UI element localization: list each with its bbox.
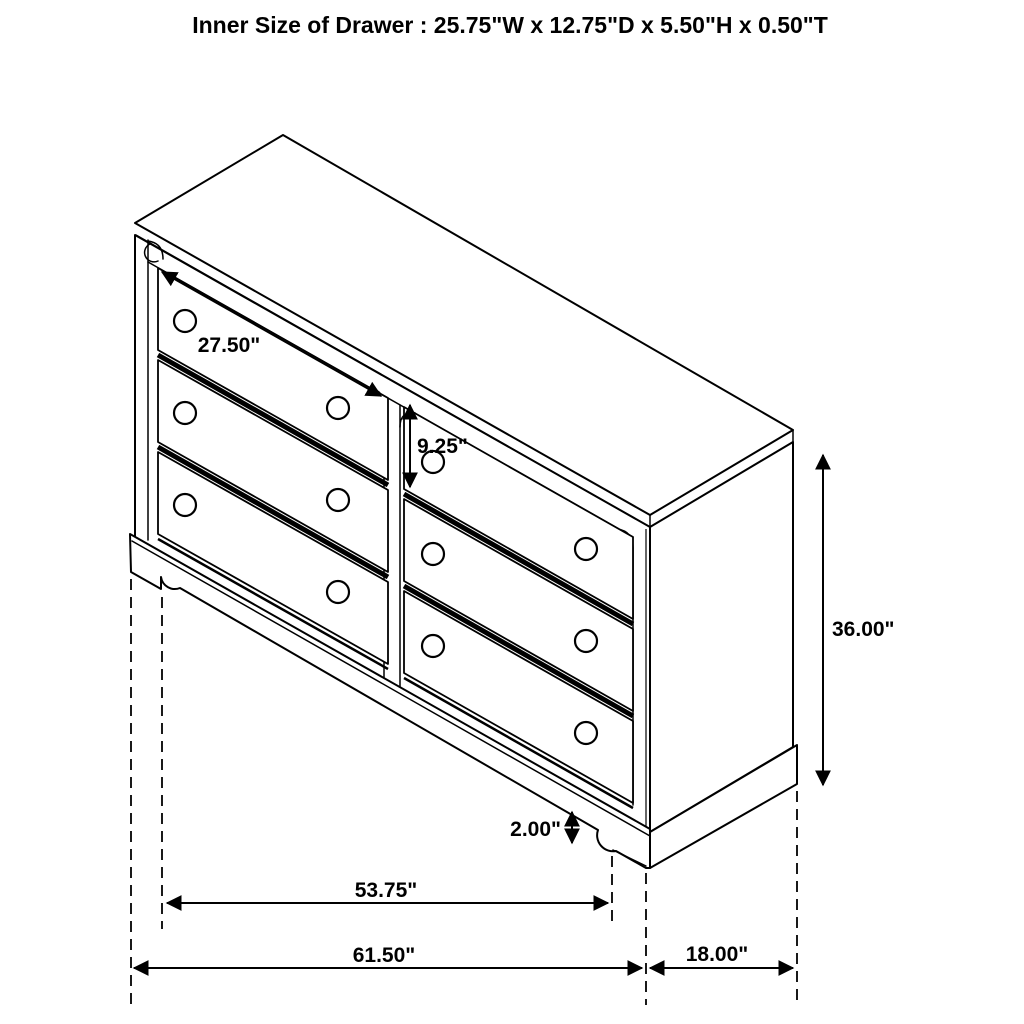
dimension-base-height bbox=[510, 812, 572, 843]
drawer-knob bbox=[422, 635, 444, 657]
dimension-overall-depth bbox=[650, 943, 793, 968]
dimension-label-overall-height: 36.00" bbox=[832, 618, 895, 641]
drawer-knob bbox=[575, 630, 597, 652]
dimension-label-feet-inner-span: 53.75" bbox=[354, 879, 418, 902]
dimension-label-drawer-width: 27.50" bbox=[197, 334, 261, 357]
dimension-overall-height bbox=[823, 455, 895, 785]
dimension-label-base-height: 2.00" bbox=[510, 818, 561, 841]
drawer-knob bbox=[174, 402, 196, 424]
dimension-overall-width bbox=[134, 944, 642, 968]
dimension-feet-inner-span bbox=[167, 879, 608, 903]
page-title: Inner Size of Drawer : 25.75"W x 12.75"D x 5.50"H x 0.50"T bbox=[192, 12, 828, 38]
dimension-label-drawer-height: 9.25" bbox=[417, 435, 468, 458]
drawer-knob bbox=[575, 722, 597, 744]
drawer-knob bbox=[327, 581, 349, 603]
dresser-drawing bbox=[130, 135, 797, 868]
dimension-label-overall-width: 61.50" bbox=[352, 944, 416, 967]
drawer-knob bbox=[422, 543, 444, 565]
drawer-knob bbox=[327, 489, 349, 511]
drawer-knob bbox=[174, 310, 196, 332]
drawer-knob bbox=[174, 494, 196, 516]
dimension-label-overall-depth: 18.00" bbox=[685, 943, 749, 966]
drawer-knob bbox=[575, 538, 597, 560]
drawer-knob bbox=[327, 397, 349, 419]
